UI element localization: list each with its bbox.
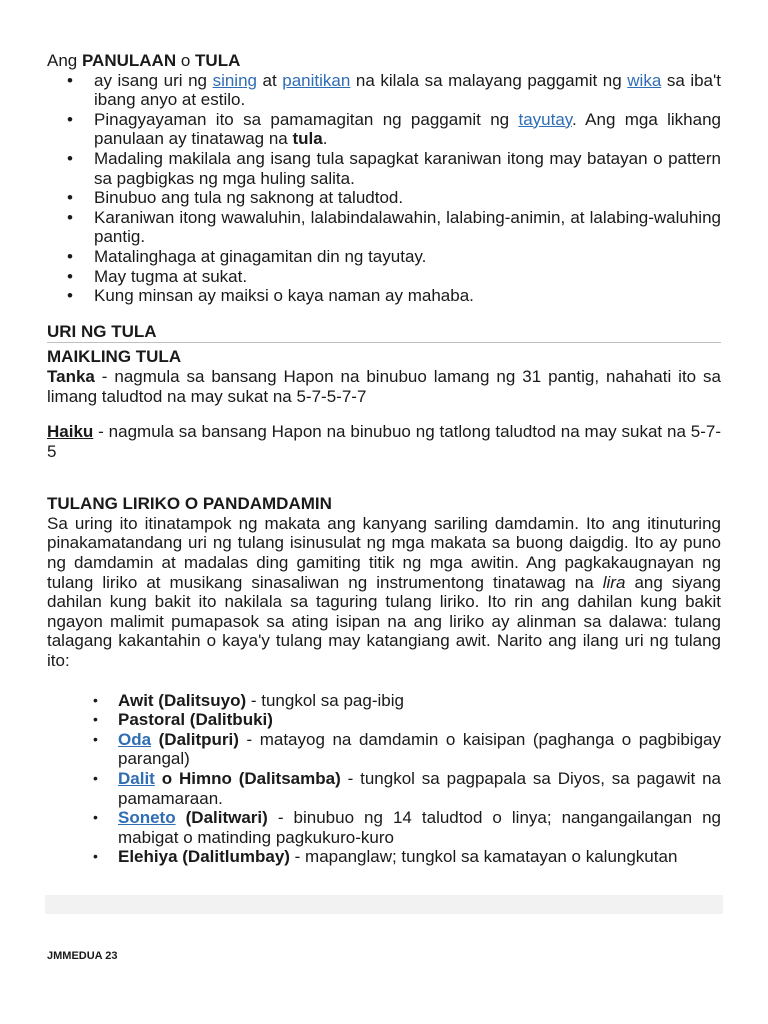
italic-lira: lira — [602, 572, 626, 592]
spacer — [47, 461, 721, 494]
link-dalit[interactable]: Dalit — [118, 769, 155, 788]
intro-bullet-list — [47, 71, 721, 306]
list-item — [94, 110, 721, 149]
list-item: • May tugma at sukat. — [94, 267, 721, 287]
title-conjunction: o — [180, 51, 191, 70]
link-panitikan[interactable]: panitikan — [282, 70, 351, 90]
section-heading-liriko — [47, 494, 721, 514]
title-tula: TULA — [195, 51, 241, 70]
type-desc: - tungkol sa pagpapala sa Diyos, sa pagawit na pamamaraan. — [118, 769, 721, 808]
list-item — [118, 710, 721, 730]
term-haiku: Haiku — [47, 422, 94, 442]
text: ang siyang dahilan kung bakit ito nakilala sa taguring tulang liriko. Ito rin ang dahilan kung bakit ngayon malimit pumapasok sa ating isipan na ang liriko ay alinman sa dalawa: tulang talagang kakantahin o kaya'y tulang may katangiang awit. Narito ang ilang uri ng tulang ito: — [47, 572, 722, 671]
page-footer: JMMEDUA 23 — [47, 950, 118, 962]
document-page — [47, 51, 721, 867]
type-name: Elehiya (Dalitlumbay) — [118, 847, 290, 867]
type-desc: - tungkol sa pag-ibig — [246, 690, 404, 710]
type-desc: - binubuo ng 14 taludtod o linya; nangangailangan ng mabigat o matinding pagkukuro-kuro — [118, 808, 721, 847]
term-tanka: Tanka — [47, 366, 95, 386]
list-item — [118, 730, 721, 769]
title-panulaan: PANULAAN — [81, 51, 177, 70]
list-item — [94, 71, 721, 110]
type-name: (Dalitwari) — [175, 808, 268, 828]
list-item: • Karaniwan itong wawaluhin, lalabindalawahin, lalabing-animin, at lalabing-waluhing pantig. — [94, 208, 721, 247]
type-name: Awit (Dalitsuyo) — [118, 690, 247, 710]
link-soneto[interactable]: Soneto — [118, 808, 176, 828]
list-item — [118, 847, 721, 867]
list-item: • Binubuo ang tula ng saknong at taludtod. — [94, 188, 721, 208]
list-item: • Matalinghaga at ginagamitan din ng tayutay. — [94, 247, 721, 267]
bold-tula: tula — [292, 129, 323, 149]
section-heading-uri — [47, 322, 721, 344]
definition: - nagmula sa bansang Hapon na binubuo lamang ng 31 pantig, nahahati ito sa limang taludtod na may sukat na 5-7-5-7-7 — [47, 366, 721, 406]
type-name: (Dalitpuri) — [151, 729, 239, 749]
link-wika[interactable]: wika — [627, 70, 662, 90]
type-desc: - mapanglaw; tungkol sa kamatayan o kalungkutan — [289, 847, 678, 867]
text: ay isang uri ng — [94, 70, 208, 90]
text: sa iba't ibang anyo at estilo. — [94, 70, 721, 110]
text: Sa uring ito itinatampok ng makata ang kanyang sariling damdamin. Ito ang itinuturing pinakamatandang uri ng tulang isinusulat ng mga makata sa buong daigdig. Ito ay puno ng damdamin at madalas ding gamiting titik ng mga awitin. Ang pagkakaugnayan ng tulang liriko at musikang sinasaliwan ng instrumentong tinatawag na — [47, 513, 721, 592]
document-title — [47, 51, 721, 71]
list-item — [118, 808, 721, 847]
heading-text: TULANG LIRIKO O PANDAMDAMIN — [47, 494, 332, 514]
spacer — [47, 671, 721, 691]
text: . — [322, 129, 328, 149]
heading-text: MAIKLING TULA — [47, 347, 182, 367]
definition: - nagmula sa bansang Hapon na binubuo ng tatlong taludtod na may sukat na 5-7-5 — [47, 422, 721, 461]
liriko-paragraph — [47, 514, 721, 671]
link-tayutay[interactable]: tayutay — [518, 109, 573, 129]
text: at — [262, 70, 277, 90]
text: . Ang mga likhang panulaan ay tinatawag na — [94, 109, 721, 149]
type-name: o Himno (Dalitsamba) — [154, 769, 341, 788]
section-heading-maikling — [47, 347, 721, 367]
type-name: Pastoral (Dalitbuki) — [118, 710, 273, 730]
list-item — [118, 691, 721, 711]
list-item: • Kung minsan ay maiksi o kaya naman ay mahaba. — [94, 286, 721, 306]
link-oda[interactable]: Oda — [118, 729, 152, 749]
title-prefix: Ang — [47, 51, 78, 70]
gray-footer-bar — [45, 895, 723, 914]
types-bullet-list — [47, 691, 721, 867]
text: Pinagyayaman ito sa pamamagitan ng paggamit ng — [94, 109, 510, 129]
list-item: • Madaling makilala ang isang tula sapagkat karaniwan itong may batayan o pattern sa pagbigkas ng mga huling salita. — [94, 149, 721, 188]
link-sining[interactable]: sining — [212, 70, 257, 90]
spacer — [47, 406, 721, 422]
type-desc: - matayog na damdamin o kaisipan (paghanga o pagbibigay parangal) — [118, 729, 721, 769]
haiku-paragraph — [47, 422, 721, 461]
heading-text: URI NG TULA — [47, 321, 157, 341]
list-item — [118, 769, 721, 808]
text: na kilala sa malayang paggamit ng — [355, 70, 622, 90]
tanka-paragraph — [47, 367, 721, 406]
